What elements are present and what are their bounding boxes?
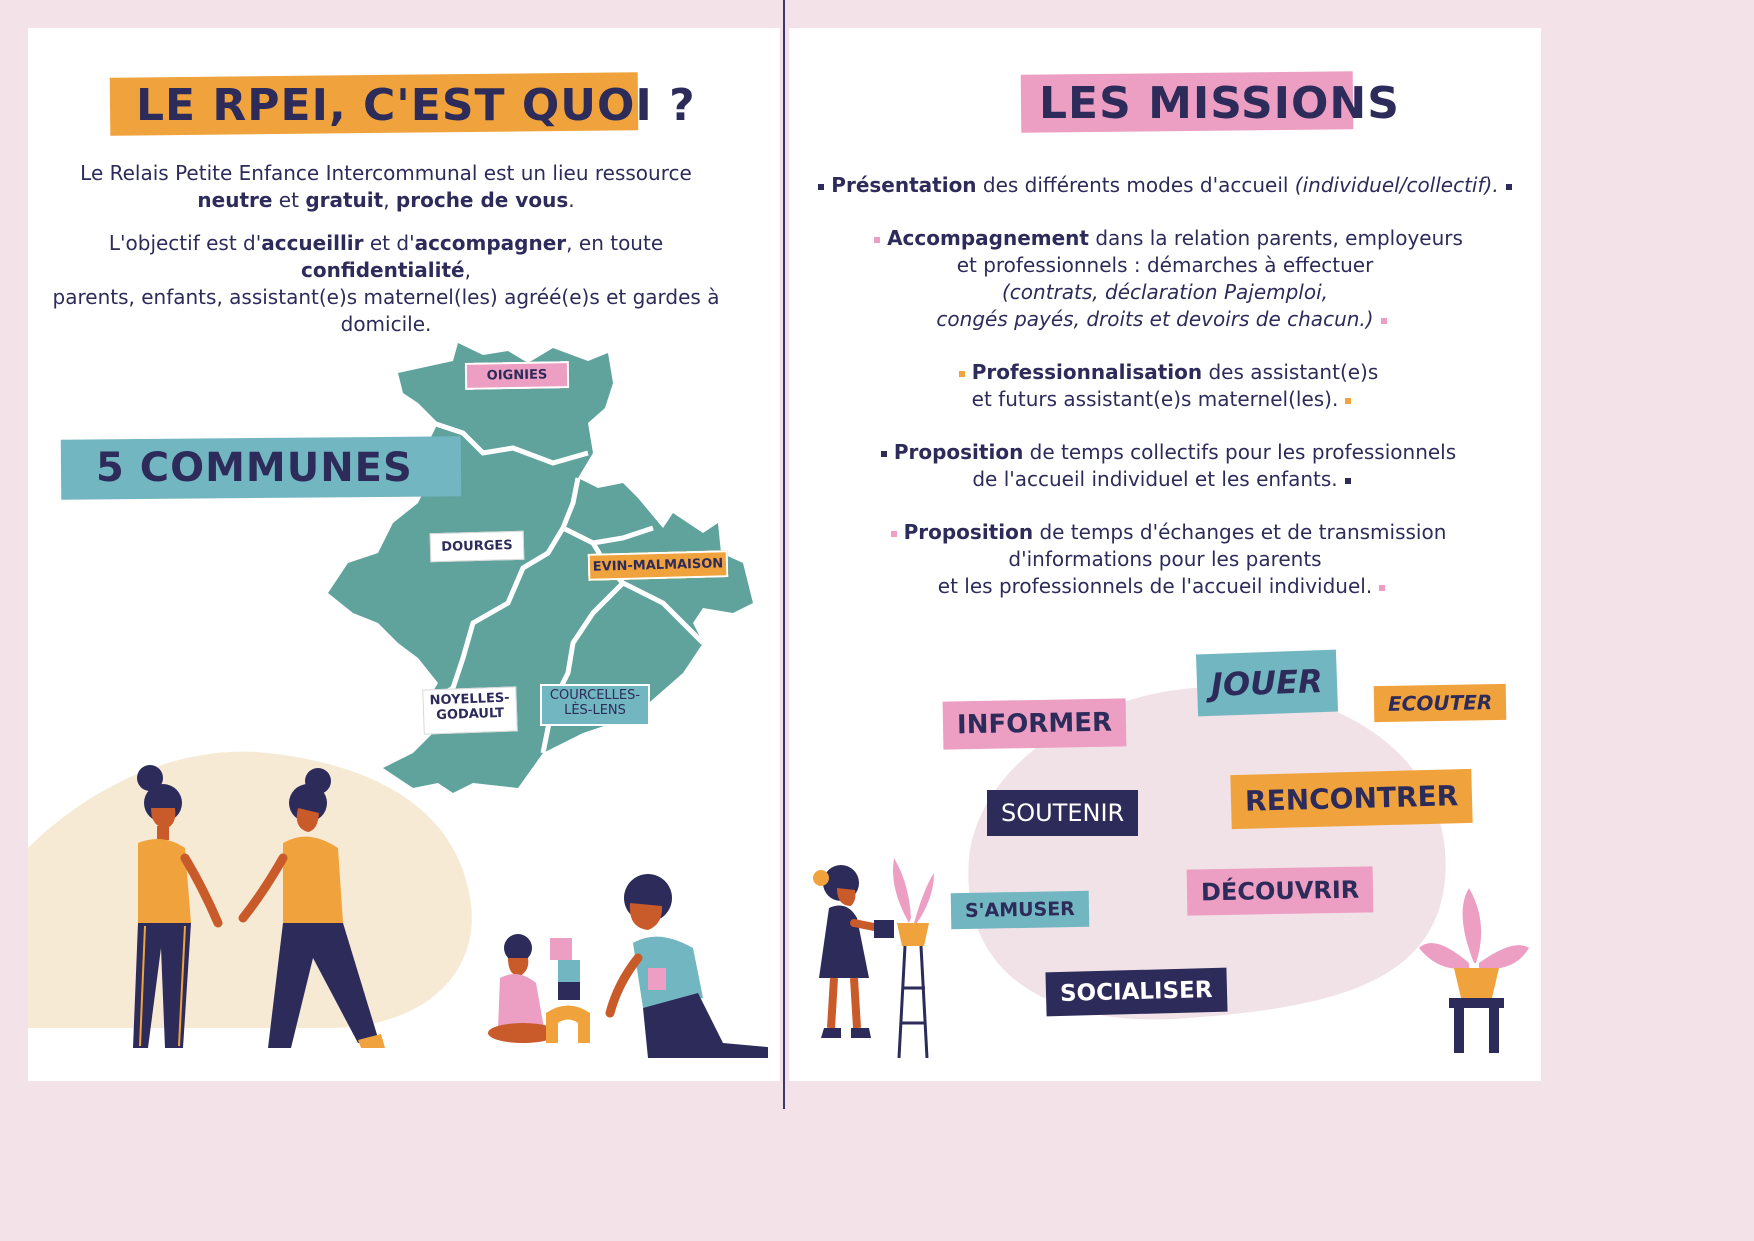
map-label-noyelles-godault: NOYELLES- GODAULT bbox=[422, 686, 518, 734]
mission-item-5: Proposition de temps d'échanges et de transmission d'informations pour les parents et les professionnels de l'accueil individuel. bbox=[789, 519, 1541, 600]
girl-watering-plant-illustration bbox=[799, 828, 939, 1058]
intro-paragraph-1 bbox=[28, 160, 744, 214]
word-tag-rencontrer: RENCONTRER bbox=[1230, 769, 1473, 829]
bullet-square-icon bbox=[891, 531, 897, 537]
bullet-square-icon bbox=[1506, 184, 1512, 190]
word-tag-informer: INFORMER bbox=[943, 698, 1127, 749]
word-tag-jouer: JOUER bbox=[1196, 650, 1338, 717]
mission-item-2: Accompagnement dans la relation parents, employeurs et professionnels : démarches à effectuer (contrats, déclaration Pajemploi, congés payés, droits et devoirs de chacun.) bbox=[789, 225, 1541, 333]
bullet-square-icon bbox=[818, 184, 824, 190]
bullet-square-icon bbox=[1379, 585, 1385, 591]
page-gutter bbox=[783, 0, 785, 1109]
communes-banner-text: 5 COMMUNES bbox=[96, 445, 413, 491]
map-label-evin-malmaison: EVIN-MALMAISON bbox=[588, 550, 729, 581]
bullet-square-icon bbox=[881, 451, 887, 457]
map-label-dourges: DOURGES bbox=[430, 531, 525, 562]
word-tag-samuser: S'AMUSER bbox=[951, 891, 1089, 929]
adults-greeting-illustration bbox=[93, 748, 393, 1048]
mission-item-1: Présentation des différents modes d'accueil (individuel/collectif). bbox=[789, 172, 1541, 199]
word-tag-ecouter: ECOUTER bbox=[1374, 684, 1507, 722]
bullet-square-icon bbox=[1381, 318, 1387, 324]
missions-list bbox=[789, 172, 1541, 626]
bullet-square-icon bbox=[959, 371, 965, 377]
intro-line-3: L'objectif est d'accueillir et d'accompagner, en toute confidentialité, bbox=[108, 231, 664, 282]
word-tag-decouvrir: DÉCOUVRIR bbox=[1187, 866, 1374, 915]
intro-line-1: Le Relais Petite Enfance Intercommunal est un lieu ressource bbox=[80, 161, 692, 185]
left-page bbox=[28, 28, 780, 1081]
bullet-square-icon bbox=[1345, 398, 1351, 404]
word-tag-socialiser: SOCIALISER bbox=[1045, 968, 1227, 1017]
bullet-square-icon bbox=[1345, 478, 1351, 484]
map-label-oignies: OIGNIES bbox=[465, 361, 569, 390]
mission-item-3: Professionnalisation des assistant(e)s et futurs assistant(e)s maternel(les). bbox=[789, 359, 1541, 413]
map-label-courcelles-les-lens: COURCELLES- LÈS-LENS bbox=[540, 684, 650, 726]
mother-child-blocks-illustration bbox=[478, 858, 768, 1058]
heading-rpei: LE RPEI, C'EST QUOI ? bbox=[136, 80, 696, 131]
mission-item-4: Proposition de temps collectifs pour les professionnels de l'accueil individuel et les enfants. bbox=[789, 439, 1541, 493]
intro-line-2: neutre et gratuit, proche de vous. bbox=[197, 188, 575, 212]
word-tag-soutenir: SOUTENIR bbox=[987, 790, 1138, 836]
intro-line-4: parents, enfants, assistant(e)s maternel(les) agréé(e)s et gardes à domicile. bbox=[52, 285, 720, 336]
heading-missions: LES MISSIONS bbox=[1039, 78, 1400, 129]
potted-plant-illustration bbox=[1414, 883, 1534, 1053]
right-page bbox=[789, 28, 1541, 1081]
bullet-square-icon bbox=[874, 237, 880, 243]
